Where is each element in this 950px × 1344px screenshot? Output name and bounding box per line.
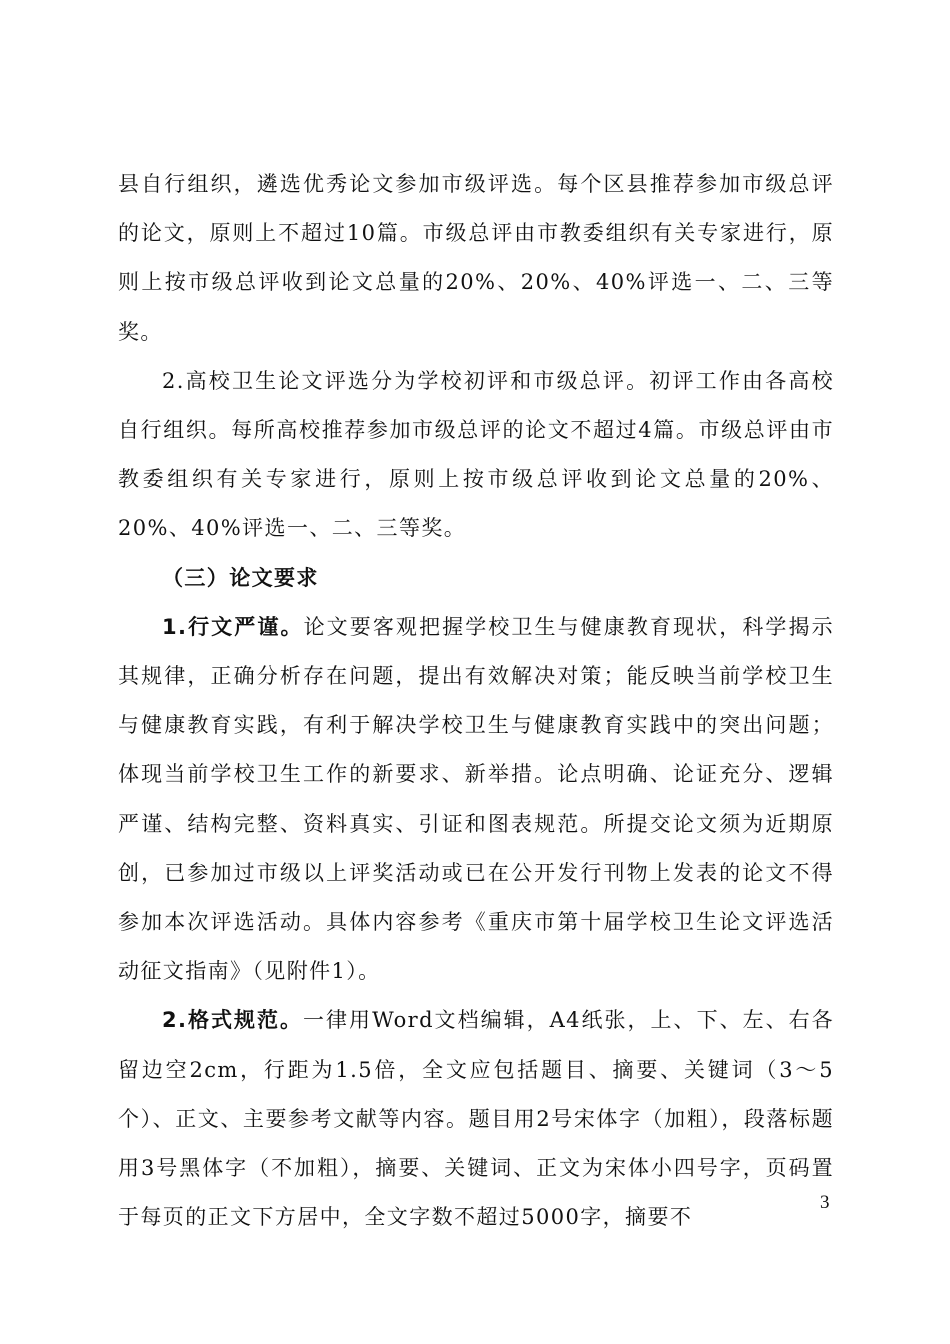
- paragraph-university-selection: 2.高校卫生论文评选分为学校初评和市级总评。初评工作由各高校自行组织。每所高校推荐参加市级总评的论文不超过4篇。市级总评由市教委组织有关专家进行，原则上按市级总评收到论文总量的20%、20%、40%评选一、二、三等奖。: [118, 368, 834, 541]
- page-number: 3: [820, 1192, 830, 1213]
- section-heading: （三）论文要求: [162, 565, 319, 590]
- paragraph-writing-rigor: [118, 603, 834, 997]
- paragraph-lead: 1.行文严谨。: [162, 614, 304, 639]
- paragraph-format-spec: [118, 996, 834, 1242]
- paragraph-continuation: 县自行组织，遴选优秀论文参加市级评选。每个区县推荐参加市级总评的论文，原则上不超过10篇。市级总评由市教委组织有关专家进行，原则上按市级总评收到论文总量的20%、20%、40%评选一、二、三等奖。: [118, 172, 834, 344]
- paragraph-text: 一律用Word文档编辑，A4纸张，上、下、左、右各留边空2cm，行距为1.5倍，全文应包括题目、摘要、关键词（3～5个）、正文、主要参考文献等内容。题目用2号宋体字（加粗），段落标题用3号黑体字（不加粗），摘要、关键词、正文为宋体小四号字，页码置于每页的正文下方居中，全文字数不超过5000字，摘要不: [118, 1008, 835, 1230]
- paragraph-text: 论文要客观把握学校卫生与健康教育现状，科学揭示其规律，正确分析存在问题，提出有效解决对策；能反映当前学校卫生与健康教育实践，有利于解决学校卫生与健康教育实践中的突出问题；体现当前学校卫生工作的新要求、新举措。论点明确、论证充分、逻辑严谨、结构完整、资料真实、引证和图表规范。所提交论文须为近期原创，已参加过市级以上评奖活动或已在公开发行刊物上发表的论文不得参加本次评选活动。具体内容参考《重庆市第十届学校卫生论文评选活动征文指南》（见附件1）。: [118, 614, 835, 984]
- document-body: [118, 160, 834, 1242]
- paragraph-lead: 2.格式规范。: [162, 1008, 304, 1033]
